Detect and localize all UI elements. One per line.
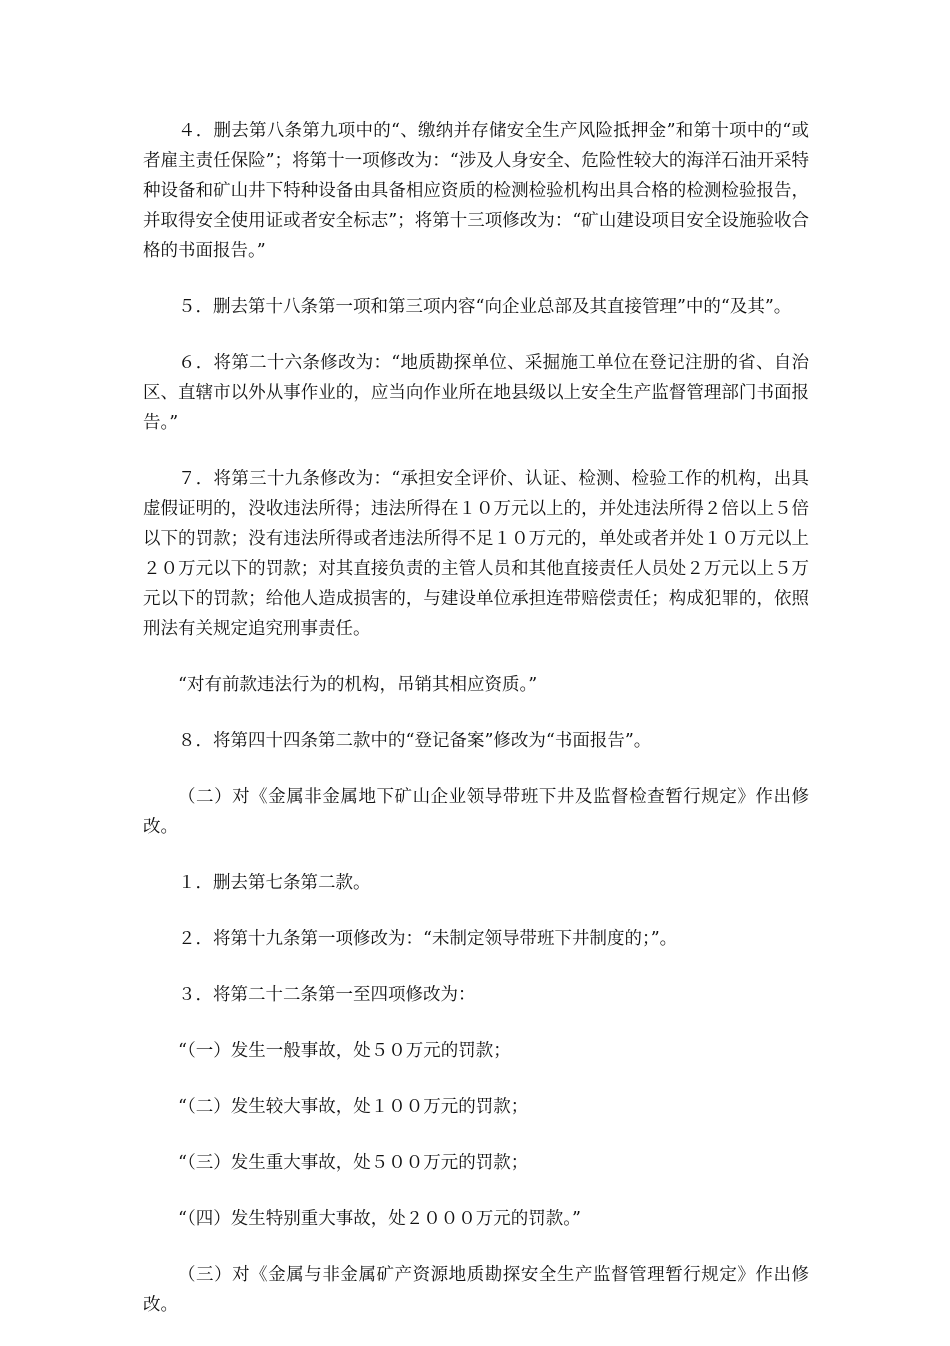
- paragraph-sub-3: ３．将第二十二条第一至四项修改为：: [178, 985, 476, 1005]
- paragraph-item-6: ６．将第二十六条修改为：“地质勘探单位、采掘施工单位在登记注册的省、自治区、直辖市以外从事作业的，应当向作业所在地县级以上安全生产监督管理部门书面报告。”: [143, 353, 809, 433]
- paragraph-sub-2: ２．将第十九条第一项修改为：“未制定领导带班下井制度的；”。: [178, 929, 678, 949]
- paragraph-item-5: ５．删去第十八条第一项和第三项内容“向企业总部及其直接管理”中的“及其”。: [178, 297, 792, 317]
- section-heading-2: （二）对《金属非金属地下矿山企业领导带班下井及监督检查暂行规定》作出修改。: [143, 787, 809, 837]
- paragraph-sub-1: １．删去第七条第二款。: [178, 873, 371, 893]
- paragraph-item-4: ４．删去第八条第九项中的“、缴纳并存储安全生产风险抵押金”和第十项中的“或者雇主责任保险”；将第十一项修改为：“涉及人身安全、危险性较大的海洋石油开采特种设备和矿山井下特种设备由具备相应资质的检测检验机构出具合格的检测检验报告，并取得安全使用证或者安全标志”；将第十三项修改为：“矿山建设项目安全设施验收合格的书面报告。”: [143, 121, 809, 261]
- penalty-line-4: “（四）发生特别重大事故，处２０００万元的罚款。”: [178, 1209, 581, 1229]
- document-body: [143, 116, 809, 1346]
- paragraph-item-7-quote: “对有前款违法行为的机构，吊销其相应资质。”: [178, 675, 538, 695]
- penalty-line-3: “（三）发生重大事故，处５００万元的罚款；: [178, 1153, 529, 1173]
- paragraph-item-7: ７．将第三十九条修改为：“承担安全评价、认证、检测、检验工作的机构，出具虚假证明的，没收违法所得；违法所得在１０万元以上的，并处违法所得２倍以上５倍以下的罚款；没有违法所得或者违法所得不足１０万元的，单处或者并处１０万元以上２０万元以下的罚款；对其直接负责的主管人员和其他直接责任人员处２万元以上５万元以下的罚款；给他人造成损害的，与建设单位承担连带赔偿责任；构成犯罪的，依照刑法有关规定追究刑事责任。: [143, 469, 809, 639]
- penalty-line-2: “（二）发生较大事故，处１００万元的罚款；: [178, 1097, 529, 1117]
- paragraph-item-8: ８．将第四十四条第二款中的“登记备案”修改为“书面报告”。: [178, 731, 652, 751]
- penalty-line-1: “（一）发生一般事故，处５０万元的罚款；: [178, 1041, 511, 1061]
- section-heading-3: （三）对《金属与非金属矿产资源地质勘探安全生产监督管理暂行规定》作出修改。: [143, 1265, 809, 1315]
